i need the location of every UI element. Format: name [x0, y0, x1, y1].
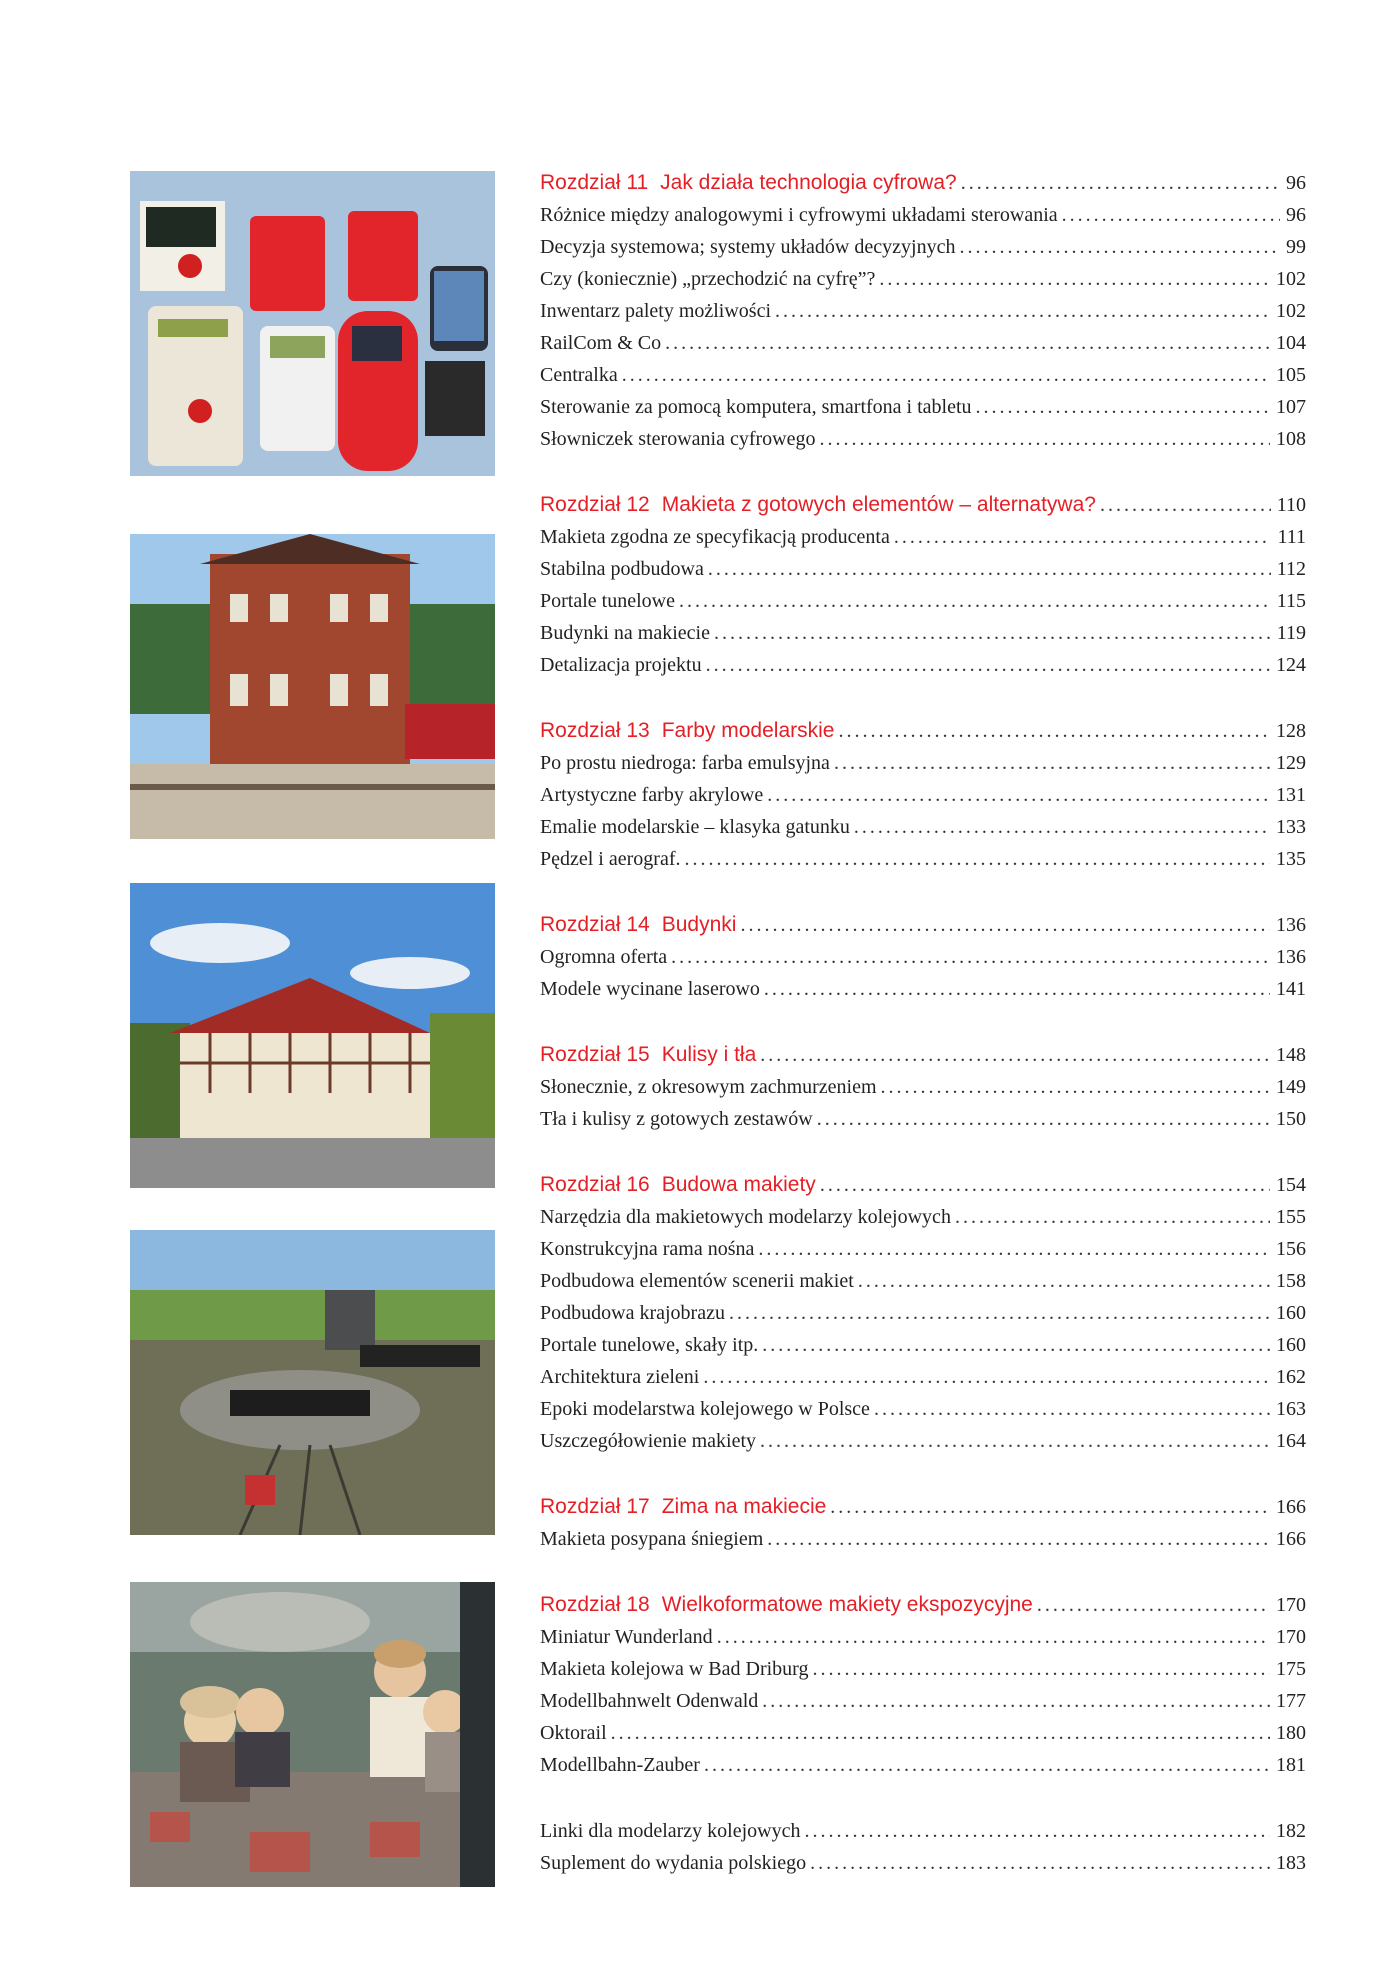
entry-title: Narzędzia dla makietowych modelarzy kolejowych [540, 1206, 951, 1228]
entry-title: Modellbahn-Zauber [540, 1754, 700, 1776]
chapter-heading [540, 1039, 1306, 1071]
toc-entry [540, 295, 1306, 327]
toc-entry [540, 1103, 1306, 1135]
page-number: 155 [1276, 1206, 1306, 1228]
chapter-block [540, 489, 1306, 681]
chapter-heading [540, 1491, 1306, 1523]
dot-leader [740, 909, 1270, 941]
toc-entry [540, 1425, 1306, 1457]
toc-entry [540, 199, 1306, 231]
chapter-title-text: Makieta z gotowych elementów – alternatywa? [661, 493, 1096, 516]
entry-title: Uszczegółowienie makiety [540, 1430, 757, 1452]
dot-leader [717, 1621, 1270, 1653]
toc-entry [540, 391, 1306, 423]
entry-title: Makieta zgodna ze specyfikacją producenta [540, 526, 890, 548]
chapter-block [540, 1491, 1306, 1555]
toc-entry [540, 1523, 1306, 1555]
entry-title: Budynki na makiecie [540, 622, 710, 644]
dot-leader [775, 295, 1270, 327]
entry-title: Słonecznie, z okresowym zachmurzeniem [540, 1076, 877, 1098]
dot-leader [706, 649, 1270, 681]
dot-leader [622, 359, 1270, 391]
entry-title: Makieta kolejowa w Bad Driburg [540, 1658, 809, 1680]
page-number: 111 [1277, 526, 1306, 548]
dot-leader [959, 231, 1280, 263]
dot-leader [894, 521, 1272, 553]
toc-entry [540, 811, 1306, 843]
page-number: 135 [1276, 848, 1306, 870]
toc-entry [540, 1265, 1306, 1297]
chapter-title-text: Budowa makiety [661, 1173, 816, 1196]
chapter-title-text: Zima na makiecie [661, 1495, 827, 1518]
dot-leader [820, 1169, 1270, 1201]
dot-leader [955, 1201, 1270, 1233]
dot-leader [879, 263, 1270, 295]
chapter-title [540, 1169, 816, 1201]
chapter-title-text: Kulisy i tła [661, 1043, 757, 1066]
toc-entry [540, 1329, 1306, 1361]
entry-title: Czy (koniecznie) „przechodzić na cyfrę”? [540, 268, 876, 290]
dot-leader [976, 391, 1270, 423]
entry-title: Epoki modelarstwa kolejowego w Polsce [540, 1398, 870, 1420]
chapter-number: Rozdział 14 [540, 913, 650, 936]
chapter-number: Rozdział 18 [540, 1593, 650, 1616]
photo-exhibition-visitors [130, 1582, 495, 1887]
toc-entry [540, 327, 1306, 359]
entry-title: Oktorail [540, 1722, 607, 1744]
toc-entry [540, 521, 1306, 553]
toc-entry [540, 423, 1306, 455]
page-number: 166 [1276, 1528, 1306, 1550]
page-number: 166 [1276, 1496, 1306, 1518]
dot-leader [1062, 199, 1280, 231]
toc-entry [540, 1621, 1306, 1653]
dot-leader [810, 1847, 1270, 1879]
chapter-number: Rozdział 11 [540, 171, 649, 194]
toc-entry [540, 1847, 1306, 1879]
page-number: 129 [1276, 752, 1306, 774]
toc-entry [540, 1201, 1306, 1233]
page-number: 105 [1276, 364, 1306, 386]
table-of-contents [540, 167, 1306, 1879]
photo-station-building [130, 534, 495, 839]
chapter-heading [540, 715, 1306, 747]
chapter-number: Rozdział 15 [540, 1043, 650, 1066]
chapter-title [540, 1039, 756, 1071]
chapter-block [540, 1589, 1306, 1781]
chapter-block [540, 1169, 1306, 1457]
page-number: 112 [1276, 558, 1306, 580]
dot-leader [767, 1523, 1270, 1555]
chapter-heading [540, 909, 1306, 941]
entry-title: Miniatur Wunderland [540, 1626, 713, 1648]
page-number: 96 [1286, 204, 1306, 226]
chapter-title-text: Budynki [661, 913, 737, 936]
page-number: 170 [1276, 1594, 1306, 1616]
toc-entry [540, 1297, 1306, 1329]
page-number: 104 [1276, 332, 1306, 354]
toc-entry [540, 941, 1306, 973]
page-number: 182 [1276, 1820, 1306, 1842]
page-number: 156 [1276, 1238, 1306, 1260]
toc-entry [540, 1653, 1306, 1685]
dot-leader [684, 843, 1270, 875]
dot-leader [961, 167, 1280, 199]
entry-title: Linki dla modelarzy kolejowych [540, 1820, 801, 1842]
dot-leader [704, 1749, 1270, 1781]
entry-title: Architektura zieleni [540, 1366, 700, 1388]
chapter-title [540, 715, 834, 747]
page-number: 150 [1276, 1108, 1306, 1130]
page-number: 160 [1276, 1302, 1306, 1324]
page-number: 115 [1276, 590, 1306, 612]
page-number: 158 [1276, 1270, 1306, 1292]
dot-leader [767, 779, 1270, 811]
dot-leader [834, 747, 1270, 779]
page-number: 149 [1276, 1076, 1306, 1098]
page-number: 148 [1276, 1044, 1306, 1066]
page-number: 128 [1276, 720, 1306, 742]
page-number: 108 [1276, 428, 1306, 450]
toc-entry [540, 779, 1306, 811]
dot-leader [760, 1425, 1270, 1457]
toc-entry [540, 1233, 1306, 1265]
entry-title: Emalie modelarskie – klasyka gatunku [540, 816, 850, 838]
entry-title: Centralka [540, 364, 618, 386]
page-number: 131 [1276, 784, 1306, 806]
chapter-title [540, 1589, 1033, 1621]
entry-title: Podbudowa elementów scenerii makiet [540, 1270, 854, 1292]
chapter-number: Rozdział 16 [540, 1173, 650, 1196]
toc-entry [540, 973, 1306, 1005]
entry-title: Ogromna oferta [540, 946, 668, 968]
entry-title: Modellbahnwelt Odenwald [540, 1690, 759, 1712]
dot-leader [764, 973, 1270, 1005]
dot-leader [874, 1393, 1270, 1425]
chapter-title-text: Jak działa technologia cyfrowa? [660, 171, 957, 194]
page-number: 160 [1276, 1334, 1306, 1356]
toc-entry [540, 617, 1306, 649]
dot-leader [1037, 1589, 1270, 1621]
chapter-block [540, 1039, 1306, 1135]
entry-title: Po prostu niedroga: farba emulsyjna [540, 752, 830, 774]
dot-leader [858, 1265, 1270, 1297]
entry-title: Artystyczne farby akrylowe [540, 784, 764, 806]
toc-entry [540, 1071, 1306, 1103]
page-number: 136 [1276, 946, 1306, 968]
dot-leader [854, 811, 1270, 843]
entry-title: RailCom & Co [540, 332, 662, 354]
toc-entry [540, 1361, 1306, 1393]
page-number: 170 [1276, 1626, 1306, 1648]
dot-leader [1100, 489, 1271, 521]
page-number: 180 [1276, 1722, 1306, 1744]
dot-leader [762, 1685, 1270, 1717]
chapter-heading [540, 1169, 1306, 1201]
dot-leader [830, 1491, 1270, 1523]
page-number: 102 [1276, 268, 1306, 290]
page-number: 96 [1286, 172, 1306, 194]
chapter-title [540, 1491, 826, 1523]
toc-entry [540, 263, 1306, 295]
chapter-title [540, 167, 957, 199]
dot-leader [729, 1297, 1270, 1329]
entry-title: Pędzel i aerograf. [540, 848, 681, 870]
page-number: 102 [1276, 300, 1306, 322]
dot-leader [758, 1233, 1270, 1265]
chapter-heading [540, 1589, 1306, 1621]
chapter-heading [540, 489, 1306, 521]
toc-entry [540, 843, 1306, 875]
entry-title: Modele wycinane laserowo [540, 978, 760, 1000]
chapter-title-text: Farby modelarskie [661, 719, 835, 742]
chapter-title-text: Wielkoformatowe makiety ekspozycyjne [661, 1593, 1033, 1616]
toc-entry [540, 1717, 1306, 1749]
dot-leader [819, 423, 1270, 455]
page-number: 164 [1276, 1430, 1306, 1452]
chapter-title [540, 489, 1096, 521]
toc-entry [540, 747, 1306, 779]
chapter-title [540, 909, 736, 941]
page-number: 107 [1276, 396, 1306, 418]
chapter-block [540, 167, 1306, 455]
entry-title: Detalizacja projektu [540, 654, 702, 676]
photo-digital-controllers [130, 171, 495, 476]
toc-entry [540, 231, 1306, 263]
toc-entry [540, 649, 1306, 681]
dot-leader [817, 1103, 1270, 1135]
toc-entry [540, 585, 1306, 617]
dot-leader [671, 941, 1270, 973]
page-number: 133 [1276, 816, 1306, 838]
page-number: 119 [1276, 622, 1306, 644]
dot-leader [760, 1039, 1270, 1071]
page-number: 181 [1276, 1754, 1306, 1776]
page-number: 99 [1286, 236, 1306, 258]
chapter-heading [540, 167, 1306, 199]
entry-title: Różnice między analogowymi i cyfrowymi układami sterowania [540, 204, 1058, 226]
photo-timbered-station [130, 883, 495, 1188]
entry-title: Tła i kulisy z gotowych zestawów [540, 1108, 813, 1130]
page-number: 136 [1276, 914, 1306, 936]
toc-entry [540, 1393, 1306, 1425]
entry-title: Słowniczek sterowania cyfrowego [540, 428, 816, 450]
entry-title: Suplement do wydania polskiego [540, 1852, 807, 1874]
dot-leader [762, 1329, 1270, 1361]
dot-leader [714, 617, 1271, 649]
page-number: 110 [1276, 494, 1306, 516]
dot-leader [812, 1653, 1270, 1685]
entry-title: Portale tunelowe, skały itp. [540, 1334, 759, 1356]
dot-leader [838, 715, 1270, 747]
chapter-number: Rozdział 12 [540, 493, 650, 516]
toc-entry [540, 359, 1306, 391]
toc-entry [540, 1685, 1306, 1717]
entry-title: Stabilna podbudowa [540, 558, 704, 580]
entry-title: Makieta posypana śniegiem [540, 1528, 764, 1550]
entry-title: Inwentarz palety możliwości [540, 300, 772, 322]
page-number: 177 [1276, 1690, 1306, 1712]
page-number: 175 [1276, 1658, 1306, 1680]
dot-leader [679, 585, 1271, 617]
page-number: 162 [1276, 1366, 1306, 1388]
entry-title: Konstrukcyjna rama nośna [540, 1238, 755, 1260]
page-number: 154 [1276, 1174, 1306, 1196]
dot-leader [804, 1815, 1270, 1847]
dot-leader [703, 1361, 1270, 1393]
page-number: 141 [1276, 978, 1306, 1000]
page-number: 183 [1276, 1852, 1306, 1874]
entry-title: Portale tunelowe [540, 590, 675, 612]
appendix-block [540, 1815, 1306, 1879]
dot-leader [611, 1717, 1270, 1749]
dot-leader [881, 1071, 1270, 1103]
dot-leader [665, 327, 1270, 359]
entry-title: Sterowanie za pomocą komputera, smartfona i tabletu [540, 396, 972, 418]
dot-leader [708, 553, 1271, 585]
photo-roundhouse-turntable [130, 1230, 495, 1535]
toc-entry [540, 1815, 1306, 1847]
toc-entry [540, 1749, 1306, 1781]
entry-title: Podbudowa krajobrazu [540, 1302, 725, 1324]
toc-entry [540, 553, 1306, 585]
chapter-block [540, 715, 1306, 875]
chapter-number: Rozdział 13 [540, 719, 650, 742]
chapter-block [540, 909, 1306, 1005]
chapter-number: Rozdział 17 [540, 1495, 650, 1518]
entry-title: Decyzja systemowa; systemy układów decyzyjnych [540, 236, 956, 258]
page-number: 163 [1276, 1398, 1306, 1420]
page-number: 124 [1276, 654, 1306, 676]
